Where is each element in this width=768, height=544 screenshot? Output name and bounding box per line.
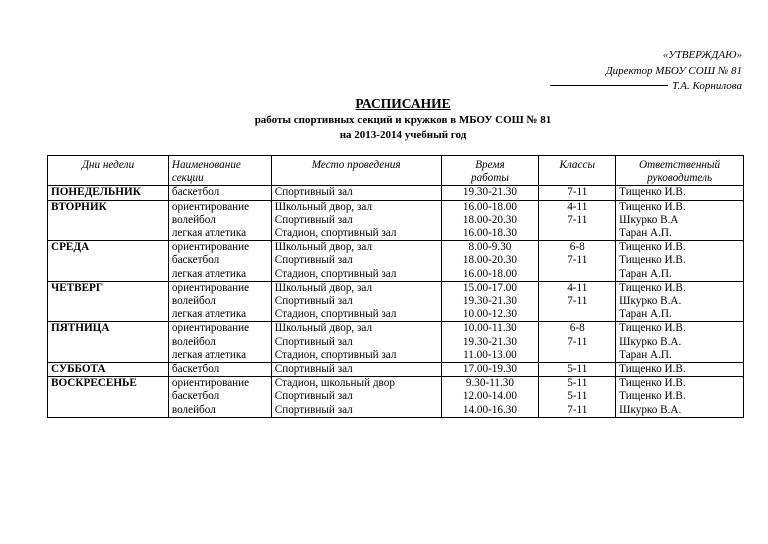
time-cell-line: 9.30-11.30 bbox=[465, 377, 514, 390]
time-cell-line: 10.00-11.30 bbox=[463, 322, 517, 335]
place-cell-line: Стадион, школьный двор bbox=[274, 377, 395, 390]
section-cell-line: баскетбол bbox=[171, 390, 220, 403]
section-cell-line: ориентирование bbox=[171, 322, 250, 335]
day-cell: ВОСКРЕСЕНЬЕ bbox=[48, 377, 169, 418]
place-cell bbox=[271, 363, 441, 377]
leader-cell-line: Таран А.П. bbox=[619, 267, 672, 280]
classes-cell bbox=[539, 363, 616, 377]
document-subtitle: работы спортивных секций и кружков в МБОУ СОШ № 81 bbox=[254, 114, 552, 126]
day-cell: ПОНЕДЕЛЬНИК bbox=[48, 186, 169, 200]
leader-cell bbox=[616, 363, 744, 377]
header-classes: Классы bbox=[539, 156, 616, 186]
day-cell: ПЯТНИЦА bbox=[48, 322, 169, 363]
place-cell bbox=[271, 241, 441, 282]
section-cell-line: баскетбол bbox=[171, 186, 220, 199]
classes-cell-line bbox=[542, 349, 612, 362]
place-cell-line: Спортивный зал bbox=[274, 295, 353, 308]
time-cell bbox=[441, 322, 539, 363]
document-heading bbox=[0, 95, 768, 143]
approval-signatory: Т.А. Корнилова bbox=[672, 80, 742, 92]
place-cell-line: Спортивный зал bbox=[274, 335, 353, 348]
day-cell: ЧЕТВЕРГ bbox=[48, 281, 169, 322]
classes-cell-line: 5-11 bbox=[567, 363, 588, 376]
classes-cell-line: 5-11 bbox=[567, 390, 588, 403]
classes-cell-line bbox=[542, 308, 612, 321]
leader-cell bbox=[616, 186, 744, 200]
classes-cell-line: 6-8 bbox=[569, 322, 585, 335]
place-cell-line: Спортивный зал bbox=[274, 254, 353, 267]
section-cell bbox=[168, 200, 271, 241]
table-row bbox=[48, 186, 744, 200]
section-cell-line: волейбол bbox=[171, 295, 216, 308]
classes-cell bbox=[539, 186, 616, 200]
header-place: Место проведения bbox=[271, 156, 441, 186]
place-cell bbox=[271, 322, 441, 363]
table-row bbox=[48, 241, 744, 282]
time-cell bbox=[441, 186, 539, 200]
classes-cell-line: 7-11 bbox=[567, 335, 588, 348]
table-row bbox=[48, 281, 744, 322]
time-cell-line: 16.00-18.30 bbox=[462, 227, 517, 240]
place-cell-line: Школьный двор, зал bbox=[274, 241, 373, 254]
day-cell: СУББОТА bbox=[48, 363, 169, 377]
section-cell-line: легкая атлетика bbox=[171, 267, 247, 280]
time-cell bbox=[441, 377, 539, 418]
day-cell: СРЕДА bbox=[48, 241, 169, 282]
place-cell bbox=[271, 281, 441, 322]
leader-cell-line: Тищенко И.В. bbox=[619, 254, 686, 267]
leader-cell-line: Тищенко И.В. bbox=[619, 186, 686, 199]
place-cell-line: Спортивный зал bbox=[274, 363, 353, 376]
place-cell-line: Спортивный зал bbox=[274, 186, 353, 199]
time-cell bbox=[441, 363, 539, 377]
leader-cell-line: Тищенко И.В. bbox=[619, 377, 686, 390]
leader-cell-line: Шкурко В.А. bbox=[619, 295, 682, 308]
place-cell-line: Стадион, спортивный зал bbox=[274, 267, 397, 280]
classes-cell-line: 4-11 bbox=[567, 281, 588, 294]
place-cell-line: Стадион, спортивный зал bbox=[274, 308, 397, 321]
leader-cell bbox=[616, 281, 744, 322]
approval-block bbox=[422, 48, 742, 95]
classes-cell-line: 5-11 bbox=[567, 377, 588, 390]
header-day: Дни недели bbox=[48, 156, 169, 186]
time-cell-line: 16.00-18.00 bbox=[462, 200, 517, 213]
place-cell bbox=[271, 377, 441, 418]
document-year: на 2013-2014 учебный год bbox=[339, 129, 467, 141]
time-cell-line: 18.00-20.30 bbox=[462, 254, 517, 267]
leader-cell-line: Тищенко И.В. bbox=[619, 200, 686, 213]
place-cell-line: Школьный двор, зал bbox=[274, 200, 373, 213]
place-cell-line: Стадион, спортивный зал bbox=[274, 348, 397, 361]
time-cell-line: 8.00-9.30 bbox=[468, 241, 512, 254]
table-row bbox=[48, 363, 744, 377]
section-cell bbox=[168, 281, 271, 322]
signature-line bbox=[550, 85, 668, 86]
classes-cell-line: 7-11 bbox=[567, 213, 588, 226]
time-cell bbox=[441, 241, 539, 282]
section-cell bbox=[168, 363, 271, 377]
table-row bbox=[48, 200, 744, 241]
leader-cell-line: Шкурко В.А. bbox=[619, 403, 682, 416]
table-header-row bbox=[48, 156, 744, 186]
section-cell-line: баскетбол bbox=[171, 254, 220, 267]
classes-cell-line bbox=[542, 227, 612, 240]
classes-cell bbox=[539, 322, 616, 363]
leader-cell-line: Таран А.П. bbox=[619, 348, 672, 361]
day-cell: ВТОРНИК bbox=[48, 200, 169, 241]
place-cell-line: Спортивный зал bbox=[274, 213, 353, 226]
place-cell-line: Школьный двор, зал bbox=[274, 322, 373, 335]
classes-cell bbox=[539, 377, 616, 418]
place-cell bbox=[271, 186, 441, 200]
time-cell-line: 15.00-17.00 bbox=[462, 281, 517, 294]
classes-cell-line: 6-8 bbox=[569, 241, 585, 254]
schedule-body bbox=[48, 186, 744, 417]
classes-cell-line: 7-11 bbox=[567, 295, 588, 308]
header-leader: Ответственный руководитель bbox=[616, 156, 744, 186]
time-cell bbox=[441, 200, 539, 241]
time-cell bbox=[441, 281, 539, 322]
approval-position: Директор МБОУ СОШ № 81 bbox=[605, 64, 742, 77]
section-cell bbox=[168, 322, 271, 363]
section-cell-line: ориентирование bbox=[171, 281, 250, 294]
schedule-table bbox=[47, 155, 744, 418]
time-cell-line: 18.00-20.30 bbox=[462, 213, 517, 226]
header-section: Наименование секции bbox=[168, 156, 271, 186]
table-row bbox=[48, 377, 744, 418]
leader-cell bbox=[616, 241, 744, 282]
section-cell bbox=[168, 186, 271, 200]
time-cell-line: 10.00-12.30 bbox=[462, 308, 517, 321]
section-cell-line: ориентирование bbox=[171, 241, 250, 254]
place-cell-line: Стадион, спортивный зал bbox=[274, 227, 397, 240]
time-cell-line: 19.30-21.30 bbox=[462, 335, 517, 348]
classes-cell-line: 7-11 bbox=[567, 186, 588, 199]
section-cell-line: легкая атлетика bbox=[171, 348, 247, 361]
leader-cell-line: Тищенко И.В. bbox=[619, 363, 686, 376]
place-cell-line: Спортивный зал bbox=[274, 390, 353, 403]
classes-cell-line bbox=[542, 268, 612, 281]
leader-cell-line: Шкурко В.А bbox=[619, 213, 679, 226]
approval-signature-row bbox=[422, 79, 742, 95]
classes-cell-line: 7-11 bbox=[567, 254, 588, 267]
header-time: Время работы bbox=[441, 156, 539, 186]
place-cell bbox=[271, 200, 441, 241]
leader-cell-line: Таран А.П. bbox=[619, 227, 672, 240]
leader-cell bbox=[616, 377, 744, 418]
leader-cell bbox=[616, 200, 744, 241]
section-cell-line: волейбол bbox=[171, 335, 216, 348]
leader-cell-line: Таран А.П. bbox=[619, 308, 672, 321]
time-cell-line: 19.30-21.30 bbox=[462, 295, 517, 308]
classes-cell bbox=[539, 241, 616, 282]
document-title: РАСПИСАНИЕ bbox=[355, 96, 451, 111]
time-cell-line: 11.00-13.00 bbox=[463, 348, 517, 361]
leader-cell-line: Шкурко В.А. bbox=[619, 335, 682, 348]
place-cell-line: Спортивный зал bbox=[274, 403, 353, 416]
time-cell-line: 14.00-16.30 bbox=[462, 403, 517, 416]
section-cell-line: ориентирование bbox=[171, 377, 250, 390]
section-cell-line: ориентирование bbox=[171, 200, 250, 213]
section-cell-line: волейбол bbox=[171, 403, 216, 416]
classes-cell bbox=[539, 200, 616, 241]
section-cell-line: волейбол bbox=[171, 213, 216, 226]
section-cell-line: легкая атлетика bbox=[171, 227, 247, 240]
time-cell-line: 19.30-21.30 bbox=[462, 186, 517, 199]
section-cell-line: баскетбол bbox=[171, 363, 220, 376]
time-cell-line: 12.00-14.00 bbox=[462, 390, 517, 403]
classes-cell-line: 4-11 bbox=[567, 200, 588, 213]
table-row bbox=[48, 322, 744, 363]
section-cell-line: легкая атлетика bbox=[171, 308, 247, 321]
leader-cell-line: Тищенко И.В. bbox=[619, 322, 686, 335]
classes-cell-line: 7-11 bbox=[567, 403, 588, 416]
classes-cell bbox=[539, 281, 616, 322]
place-cell-line: Школьный двор, зал bbox=[274, 281, 373, 294]
leader-cell bbox=[616, 322, 744, 363]
section-cell bbox=[168, 377, 271, 418]
approval-title: «УТВЕРЖДАЮ» bbox=[662, 49, 742, 61]
leader-cell-line: Тищенко И.В. bbox=[619, 281, 686, 294]
leader-cell-line: Тищенко И.В. bbox=[619, 241, 686, 254]
leader-cell-line: Тищенко И.В. bbox=[619, 390, 686, 403]
section-cell bbox=[168, 241, 271, 282]
time-cell-line: 17.00-19.30 bbox=[462, 363, 517, 376]
time-cell-line: 16.00-18.00 bbox=[462, 267, 517, 280]
